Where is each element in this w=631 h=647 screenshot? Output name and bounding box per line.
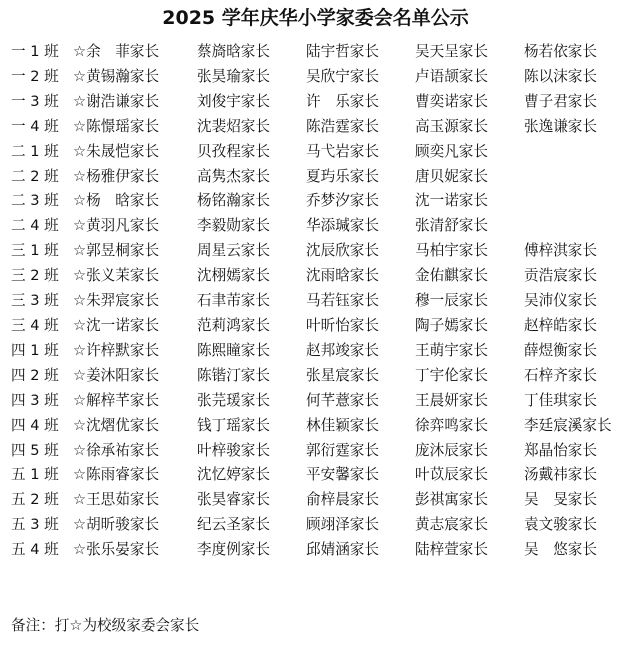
school-level-member-name: ☆张义茉家长 bbox=[73, 267, 160, 285]
member-name: 王萌宇家长 bbox=[415, 341, 488, 359]
member-name: 陈锴汀家长 bbox=[197, 366, 270, 384]
member-name: 叶苡辰家长 bbox=[415, 466, 488, 484]
class-label: 四 4 班 bbox=[11, 416, 59, 434]
member-name: 石聿芾家长 bbox=[197, 292, 270, 310]
class-label: 四 3 班 bbox=[11, 391, 59, 409]
member-name: 张星宸家长 bbox=[306, 366, 379, 384]
school-level-member-name: ☆解梓芊家长 bbox=[73, 391, 160, 409]
member-name: 赵邦竣家长 bbox=[306, 341, 379, 359]
member-name: 穆一辰家长 bbox=[415, 292, 488, 310]
member-name: 杨铭瀚家长 bbox=[197, 192, 270, 210]
school-level-member-name: ☆姜沐阳家长 bbox=[73, 366, 160, 384]
member-name: 马若钰家长 bbox=[306, 292, 379, 310]
member-name: 吴 旻家长 bbox=[524, 491, 597, 509]
school-level-member-name: ☆黄锡瀚家长 bbox=[73, 67, 160, 85]
member-name: 汤戴祎家长 bbox=[524, 466, 597, 484]
member-name: 王晨妍家长 bbox=[415, 391, 488, 409]
member-name: 张昊睿家长 bbox=[197, 491, 270, 509]
table-row bbox=[11, 65, 624, 90]
member-name: 袁文骏家长 bbox=[524, 516, 597, 534]
member-name: 马柏宇家长 bbox=[415, 242, 488, 260]
class-label: 四 1 班 bbox=[11, 341, 59, 359]
table-row bbox=[11, 289, 624, 314]
class-label: 五 4 班 bbox=[11, 541, 59, 559]
member-name: 陈以沫家长 bbox=[524, 67, 597, 85]
member-name: 钱丁瑶家长 bbox=[197, 416, 270, 434]
table-row bbox=[11, 364, 624, 389]
member-name: 薛煜衡家长 bbox=[524, 341, 597, 359]
member-name: 吴欣宁家长 bbox=[306, 67, 379, 85]
table-row bbox=[11, 40, 624, 65]
class-label: 一 2 班 bbox=[11, 67, 59, 85]
class-label: 三 3 班 bbox=[11, 292, 59, 310]
member-name: 沈一诺家长 bbox=[415, 192, 488, 210]
member-name: 丁宇伦家长 bbox=[415, 366, 488, 384]
member-name: 李度例家长 bbox=[197, 541, 270, 559]
class-label: 二 4 班 bbox=[11, 217, 59, 235]
member-name: 周星云家长 bbox=[197, 242, 270, 260]
member-name: 吴沛仪家长 bbox=[524, 292, 597, 310]
class-label: 三 1 班 bbox=[11, 242, 59, 260]
member-name: 彭祺寓家长 bbox=[415, 491, 488, 509]
member-name: 叶昕怡家长 bbox=[306, 316, 379, 334]
table-row bbox=[11, 463, 624, 488]
member-name: 范莉鸿家长 bbox=[197, 316, 270, 334]
member-name: 顾翊泽家长 bbox=[306, 516, 379, 534]
school-level-member-name: ☆郭昱桐家长 bbox=[73, 242, 160, 260]
member-name: 沈辰欣家长 bbox=[306, 242, 379, 260]
member-name: 陆梓萱家长 bbox=[415, 541, 488, 559]
member-name: 夏玙乐家长 bbox=[306, 167, 379, 185]
member-name: 林佳颖家长 bbox=[306, 416, 379, 434]
page-title: 2025 学年庆华小学家委会名单公示 bbox=[162, 7, 469, 29]
school-level-member-name: ☆沈熠优家长 bbox=[73, 416, 160, 434]
member-name bbox=[524, 140, 624, 165]
member-name: 贝孜程家长 bbox=[197, 142, 270, 160]
school-level-member-name: ☆徐承祐家长 bbox=[73, 441, 160, 459]
member-name: 华添瑊家长 bbox=[306, 217, 379, 235]
member-name: 赵梓皓家长 bbox=[524, 316, 597, 334]
table-row bbox=[11, 264, 624, 289]
member-name: 沈裴炤家长 bbox=[197, 117, 270, 135]
table-row bbox=[11, 414, 624, 439]
member-name: 沈忆婷家长 bbox=[197, 466, 270, 484]
class-label: 二 2 班 bbox=[11, 167, 59, 185]
table-row bbox=[11, 140, 624, 165]
member-name: 纪云圣家长 bbox=[197, 516, 270, 534]
class-label: 一 1 班 bbox=[11, 43, 59, 60]
member-name: 许 乐家长 bbox=[306, 92, 379, 110]
member-name: 唐贝妮家长 bbox=[415, 167, 488, 185]
member-name: 丁佳琪家长 bbox=[524, 391, 597, 409]
member-name: 曹子君家长 bbox=[524, 92, 597, 110]
footnote: 备注：打☆为校级家委会家长 bbox=[11, 617, 200, 634]
member-name: 俞梓晨家长 bbox=[306, 491, 379, 509]
table-row bbox=[11, 389, 624, 414]
member-name: 叶梓骏家长 bbox=[197, 441, 270, 459]
class-label: 三 4 班 bbox=[11, 316, 59, 334]
class-label: 三 2 班 bbox=[11, 267, 59, 285]
member-name: 郭衍霆家长 bbox=[306, 441, 379, 459]
table-row bbox=[11, 538, 624, 563]
member-name bbox=[524, 214, 624, 239]
member-name: 金佑麒家长 bbox=[415, 267, 488, 285]
member-name: 高玉源家长 bbox=[415, 117, 488, 135]
table-row bbox=[11, 239, 624, 264]
member-name: 李廷宸溪家长 bbox=[524, 416, 612, 434]
table-row bbox=[11, 115, 624, 140]
class-label: 一 3 班 bbox=[11, 92, 59, 110]
member-name: 傅梓淇家长 bbox=[524, 242, 597, 260]
class-label: 四 2 班 bbox=[11, 366, 59, 384]
member-name: 曹奕诺家长 bbox=[415, 92, 488, 110]
member-name: 吴 悠家长 bbox=[524, 541, 597, 559]
member-name: 何芊薏家长 bbox=[306, 391, 379, 409]
member-name: 沈雨晗家长 bbox=[306, 267, 379, 285]
member-name: 平安馨家长 bbox=[306, 466, 379, 484]
member-name: 杨若依家长 bbox=[524, 43, 597, 60]
table-row bbox=[11, 165, 624, 190]
member-name: 郑晶怡家长 bbox=[524, 441, 597, 459]
table-row bbox=[11, 189, 624, 214]
member-name: 张芫瑗家长 bbox=[197, 391, 270, 409]
member-name: 陈浩霆家长 bbox=[306, 117, 379, 135]
member-name: 顾奕凡家长 bbox=[415, 142, 488, 160]
table-row bbox=[11, 513, 624, 538]
member-name: 马弋岩家长 bbox=[306, 142, 379, 160]
school-level-member-name: ☆胡昕骏家长 bbox=[73, 516, 160, 534]
class-label: 五 1 班 bbox=[11, 466, 59, 484]
member-name: 徐弈鸣家长 bbox=[415, 416, 488, 434]
member-name: 贡浩宸家长 bbox=[524, 267, 597, 285]
class-label: 一 4 班 bbox=[11, 117, 59, 135]
member-name: 陆宇哲家长 bbox=[306, 43, 379, 60]
table-row bbox=[11, 314, 624, 339]
member-name bbox=[524, 165, 624, 190]
school-level-member-name: ☆许梓默家长 bbox=[73, 341, 160, 359]
class-label: 五 2 班 bbox=[11, 491, 59, 509]
table-row bbox=[11, 214, 624, 239]
member-name: 刘俊宇家长 bbox=[197, 92, 270, 110]
table-row bbox=[11, 488, 624, 513]
school-level-member-name: ☆杨 晗家长 bbox=[73, 192, 160, 210]
school-level-member-name: ☆朱晟恺家长 bbox=[73, 142, 160, 160]
member-name: 吴天呈家长 bbox=[415, 43, 488, 60]
school-level-member-name: ☆王思茹家长 bbox=[73, 491, 160, 509]
member-name: 陈熙瞳家长 bbox=[197, 341, 270, 359]
member-name: 邱婧涵家长 bbox=[306, 541, 379, 559]
member-name: 黄志宸家长 bbox=[415, 516, 488, 534]
member-name: 李毅勋家长 bbox=[197, 217, 270, 235]
table-row bbox=[11, 339, 624, 364]
school-level-member-name: ☆沈一诺家长 bbox=[73, 316, 160, 334]
member-name: 卢语颉家长 bbox=[415, 67, 488, 85]
committee-roster-table bbox=[11, 40, 624, 563]
member-name: 乔梦汐家长 bbox=[306, 192, 379, 210]
table-row bbox=[11, 439, 624, 464]
class-label: 二 3 班 bbox=[11, 192, 59, 210]
member-name: 陶子嫣家长 bbox=[415, 316, 488, 334]
member-name: 高隽杰家长 bbox=[197, 167, 270, 185]
school-level-member-name: ☆黄羽凡家长 bbox=[73, 217, 160, 235]
class-label: 四 5 班 bbox=[11, 441, 59, 459]
member-name: 石梓齐家长 bbox=[524, 366, 597, 384]
school-level-member-name: ☆朱羿宸家长 bbox=[73, 292, 160, 310]
school-level-member-name: ☆陈憬瑶家长 bbox=[73, 117, 160, 135]
class-label: 五 3 班 bbox=[11, 516, 59, 534]
member-name: 张逸谦家长 bbox=[524, 117, 597, 135]
school-level-member-name: ☆陈雨睿家长 bbox=[73, 466, 160, 484]
school-level-member-name: ☆杨雅伊家长 bbox=[73, 167, 160, 185]
roster-body bbox=[11, 40, 624, 563]
school-level-member-name: ☆谢浩谦家长 bbox=[73, 92, 160, 110]
member-name: 庞沐辰家长 bbox=[415, 441, 488, 459]
member-name: 沈栩嫣家长 bbox=[197, 267, 270, 285]
member-name: 张清舒家长 bbox=[415, 217, 488, 235]
member-name: 蔡旖晗家长 bbox=[197, 43, 270, 60]
school-level-member-name: ☆余 菲家长 bbox=[73, 43, 160, 60]
member-name bbox=[524, 189, 624, 214]
school-level-member-name: ☆张乐晏家长 bbox=[73, 541, 160, 559]
table-row bbox=[11, 90, 624, 115]
member-name: 张昊瑜家长 bbox=[197, 67, 270, 85]
class-label: 二 1 班 bbox=[11, 142, 59, 160]
